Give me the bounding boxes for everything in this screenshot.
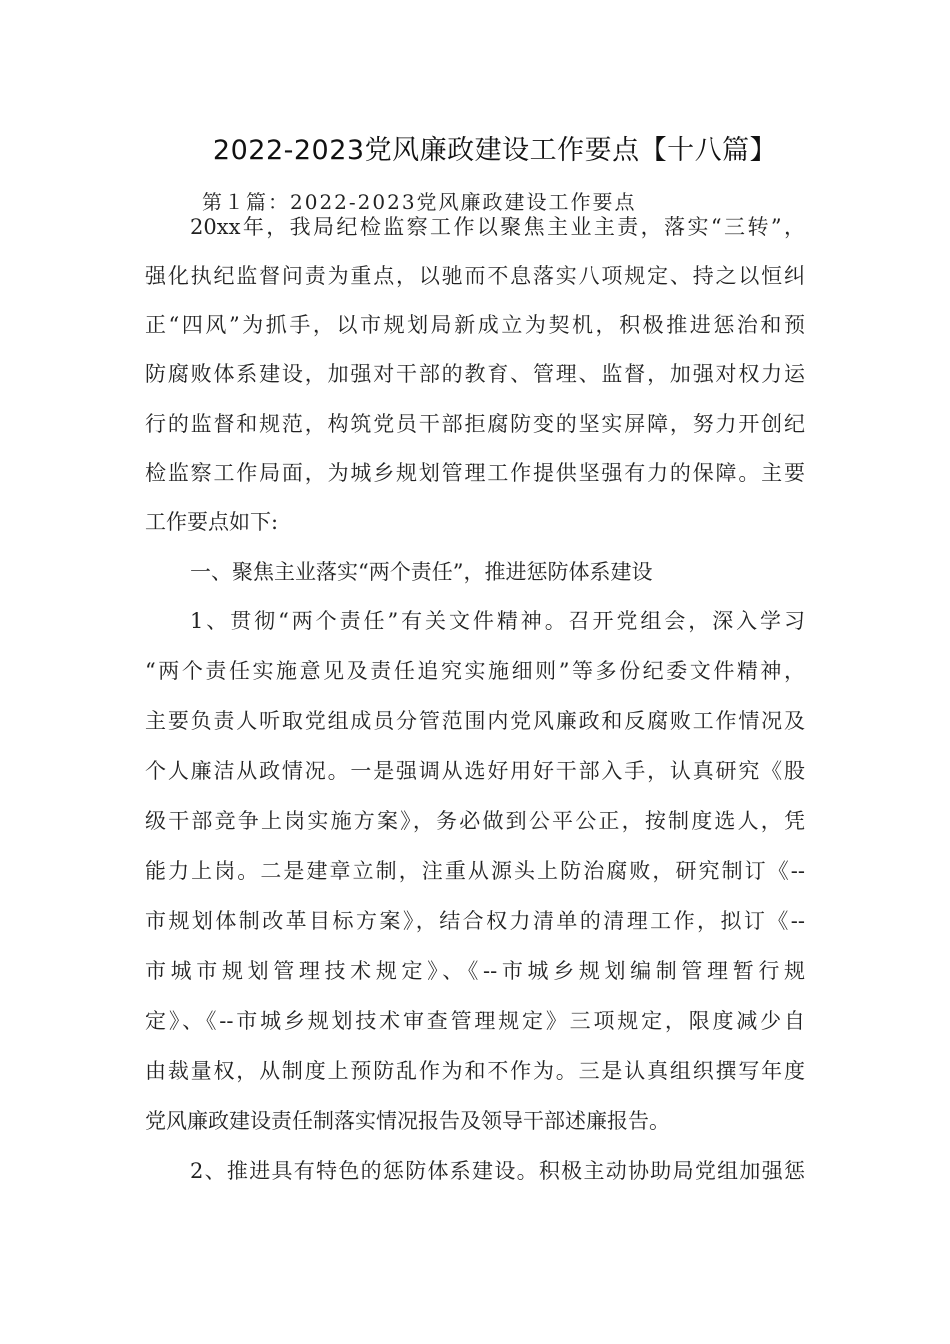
paragraph-line: 行的监督和规范，构筑党员干部拒腐防变的坚实屏障，努力开创纪 xyxy=(145,412,805,436)
document-subtitle: 第１篇：2022-2023党风廉政建设工作要点 xyxy=(202,190,637,214)
paragraph-line: 能力上岗。二是建章立制，注重从源头上防治腐败，研究制订《-- xyxy=(145,859,805,883)
paragraph-line: 市城市规划管理技术规定》、《--市城乡规划编制管理暂行规 xyxy=(145,959,805,983)
paragraph-line: “两个责任实施意见及责任追究实施细则”等多份纪委文件精神， xyxy=(145,659,805,683)
paragraph-line: 20xx年，我局纪检监察工作以聚焦主业主责，落实“三转”， xyxy=(190,215,805,239)
paragraph-line: 强化执纪监督问责为重点，以驰而不息落实八项规定、持之以恒纠 xyxy=(145,264,805,288)
paragraph-line: 由裁量权，从制度上预防乱作为和不作为。三是认真组织撰写年度 xyxy=(145,1059,805,1083)
paragraph-line: 市规划体制改革目标方案》，结合权力清单的清理工作，拟订《-- xyxy=(145,909,805,933)
document-title: 2022-2023党风廉政建设工作要点【十八篇】 xyxy=(212,135,778,166)
paragraph-line: 级干部竞争上岗实施方案》，务必做到公平公正，按制度选人，凭 xyxy=(145,809,805,833)
paragraph-line: 个人廉洁从政情况。一是强调从选好用好干部入手，认真研究《股 xyxy=(145,759,805,783)
paragraph-line: 防腐败体系建设，加强对干部的教育、管理、监督，加强对权力运 xyxy=(145,362,805,386)
paragraph-line: 定》、《--市城乡规划技术审查管理规定》三项规定，限度减少自 xyxy=(145,1009,805,1033)
section-heading: 一、聚焦主业落实“两个责任”，推进惩防体系建设 xyxy=(190,560,653,584)
paragraph-line: 1、贯彻“两个责任”有关文件精神。召开党组会，深入学习 xyxy=(190,609,805,633)
paragraph-line: 党风廉政建设责任制落实情况报告及领导干部述廉报告。 xyxy=(145,1109,670,1133)
paragraph-line: 检监察工作局面，为城乡规划管理工作提供坚强有力的保障。主要 xyxy=(145,461,805,485)
paragraph-line: 主要负责人听取党组成员分管范围内党风廉政和反腐败工作情况及 xyxy=(145,709,805,733)
paragraph-line: 2、推进具有特色的惩防体系建设。积极主动协助局党组加强惩 xyxy=(190,1159,805,1183)
paragraph-line: 工作要点如下: xyxy=(145,510,279,534)
paragraph-line: 正“四风”为抓手，以市规划局新成立为契机，积极推进惩治和预 xyxy=(145,313,805,337)
